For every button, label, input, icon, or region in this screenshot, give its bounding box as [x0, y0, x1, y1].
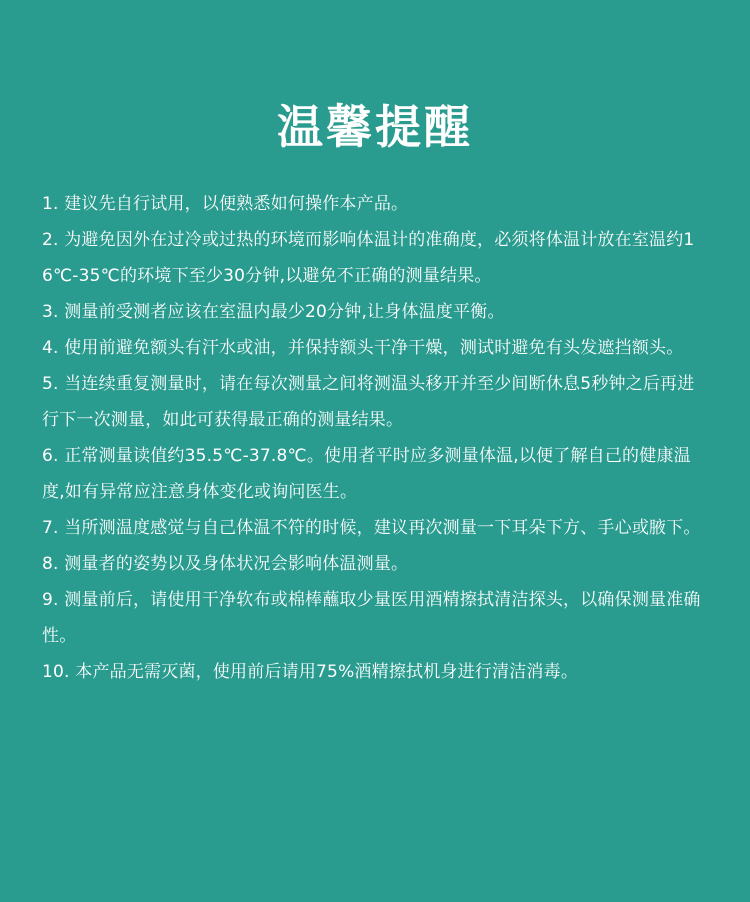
- reminder-item-5: 5. 当连续重复测量时，请在每次测量之间将测温头移开并至少间断休息5秒钟之后再进行下一次测量，如此可获得最正确的测量结果。: [42, 374, 695, 430]
- reminder-list: [42, 186, 710, 690]
- reminder-item-4: 4. 使用前避免额头有汗水或油，并保持额头干净干燥，测试时避免有头发遮挡额头。: [42, 338, 684, 358]
- reminder-item-9: 9. 测量前后，请使用干净软布或棉棒蘸取少量医用酒精擦拭清洁探头，以确保测量准确性。: [42, 590, 701, 646]
- reminder-item-6: 6. 正常测量读值约35.5℃-37.8℃。使用者平时应多测量体温,以便了解自己的健康温度,如有异常应注意身体变化或询问医生。: [42, 446, 691, 502]
- page-title: 温馨提醒: [277, 99, 473, 154]
- reminder-item-7: 7. 当所测温度感觉与自己体温不符的时候，建议再次测量一下耳朵下方、手心或腋下。: [42, 518, 701, 538]
- reminder-item-1: 1. 建议先自行试用，以便熟悉如何操作本产品。: [42, 194, 409, 214]
- reminder-item-3: 3. 测量前受测者应该在室温内最少20分钟,让身体温度平衡。: [42, 302, 505, 322]
- reminder-item-2: 2. 为避免因外在过冷或过热的环境而影响体温计的准确度，必须将体温计放在室温约16℃-35℃的环境下至少30分钟,以避免不正确的测量结果。: [42, 230, 695, 286]
- reminder-item-10: 10. 本产品无需灭菌，使用前后请用75%酒精擦拭机身进行清洁消毒。: [42, 662, 579, 682]
- reminder-item-8: 8. 测量者的姿势以及身体状况会影响体温测量。: [42, 554, 409, 574]
